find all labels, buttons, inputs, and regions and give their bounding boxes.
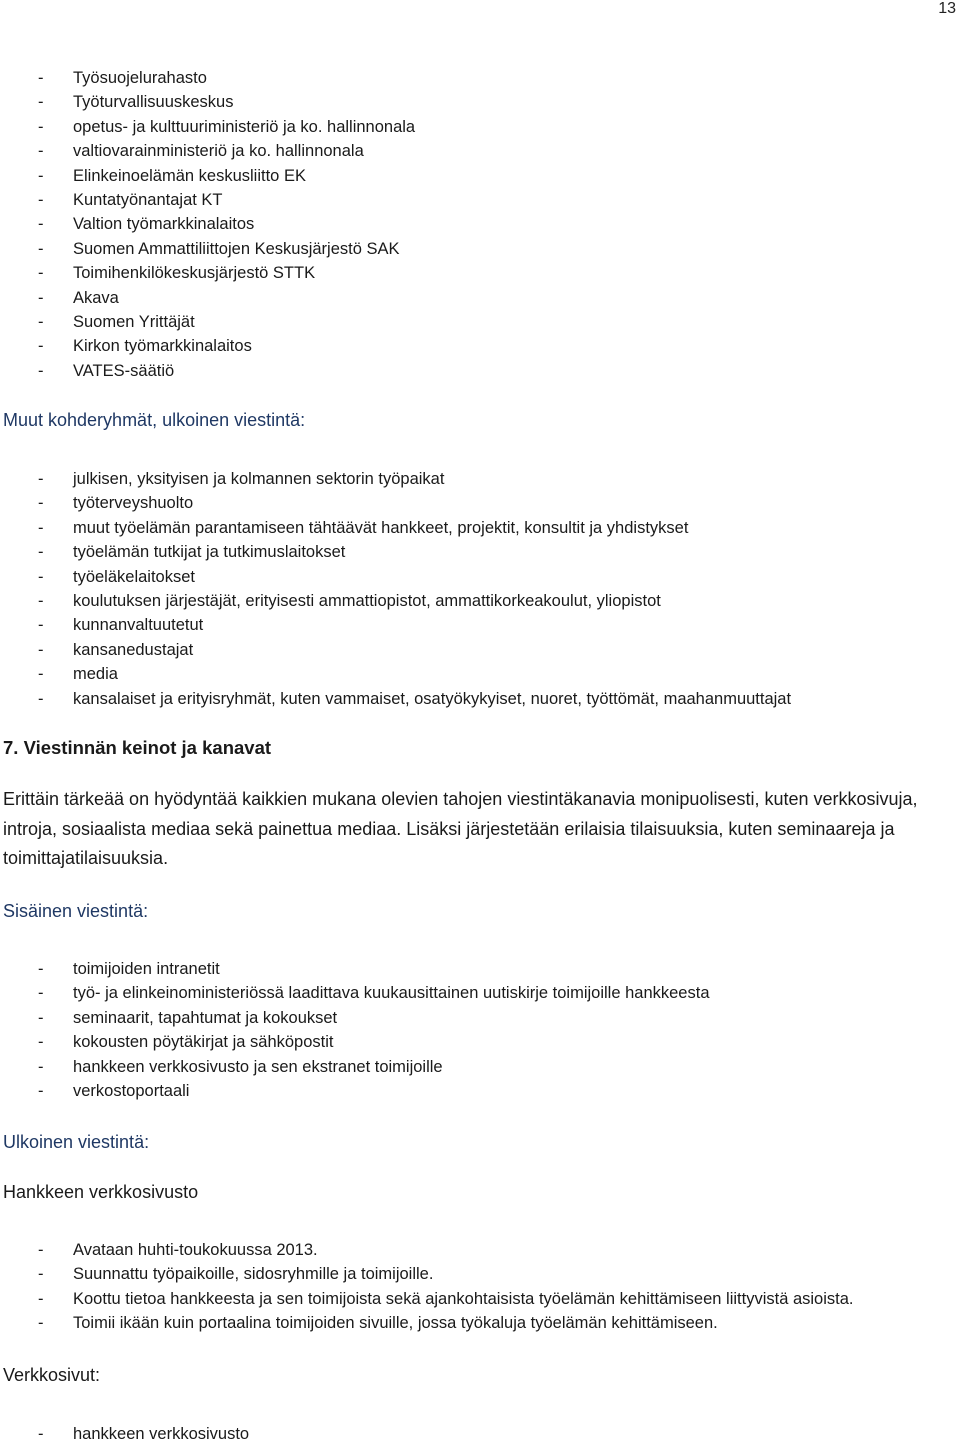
list-item: - toimijoiden intranetit	[0, 957, 710, 981]
list-item: - työelämän tutkijat ja tutkimuslaitokset	[0, 540, 791, 564]
list-item: - Työturvallisuuskeskus	[0, 90, 415, 114]
list-item: - kokousten pöytäkirjat ja sähköpostit	[0, 1030, 710, 1054]
list-item: - Koottu tietoa hankkeesta ja sen toimijoista sekä ajankohtaisista työelämän kehittämiseen liittyvistä asioista.	[0, 1287, 854, 1311]
internal-communication-list	[0, 957, 710, 1103]
section-heading: 7. Viestinnän keinot ja kanavat	[3, 737, 272, 758]
list-item: - työ- ja elinkeinoministeriössä laadittava kuukausittainen uutiskirje toimijoille hankkeesta	[0, 981, 710, 1005]
list-item: - hankkeen verkkosivusto ja sen ekstranet toimijoille	[0, 1055, 710, 1079]
list-item: - verkostoportaali	[0, 1079, 710, 1103]
list-item: - Suomen Ammattiliittojen Keskusjärjestö SAK	[0, 237, 415, 261]
list-item: - Akava	[0, 286, 415, 310]
web-pages-heading: Verkkosivut:	[3, 1365, 101, 1385]
section-paragraph: Erittäin tärkeää on hyödyntää kaikkien mukana olevien tahojen viestintäkanavia monipuolisesti, kuten verkkosivuja, introja, sosiaalista mediaa sekä painettua mediaa. Lisäksi järjestetään erilaisia tilaisuuksia, kuten seminaareja ja toimittajatilaisuuksia.	[3, 789, 918, 868]
list-item: - Suunnattu työpaikoille, sidosryhmille ja toimijoille.	[0, 1262, 854, 1286]
list-item: - julkisen, yksityisen ja kolmannen sektorin työpaikat	[0, 467, 791, 491]
list-item: - Avataan huhti-toukokuussa 2013.	[0, 1238, 854, 1262]
internal-communication-heading: Sisäinen viestintä:	[3, 901, 149, 921]
list-item: - Toimii ikään kuin portaalina toimijoiden sivuille, jossa työkaluja työelämän kehittämiseen.	[0, 1311, 854, 1335]
list-item: - VATES-säätiö	[0, 359, 415, 383]
list-item: - opetus- ja kulttuuriministeriö ja ko. hallinnonala	[0, 115, 415, 139]
page-number: 13	[938, 0, 956, 17]
list-item: - Kirkon työmarkkinalaitos	[0, 334, 415, 358]
list-item: - muut työelämän parantamiseen tähtäävät hankkeet, projektit, konsultit ja yhdistykset	[0, 516, 791, 540]
list-item: - kunnanvaltuutetut	[0, 613, 791, 637]
list-item: - Elinkeinoelämän keskusliitto EK	[0, 164, 415, 188]
list-item: - Suomen Yrittäjät	[0, 310, 415, 334]
list-item: - Toimihenkilökeskusjärjestö STTK	[0, 261, 415, 285]
external-communication-heading: Ulkoinen viestintä:	[3, 1132, 150, 1152]
list-item: - työterveyshuolto	[0, 491, 791, 515]
organization-list	[0, 66, 415, 383]
other-groups-heading: Muut kohderyhmät, ulkoinen viestintä:	[3, 410, 306, 430]
list-item: - kansalaiset ja erityisryhmät, kuten vammaiset, osatyökykyiset, nuoret, työttömät, maahanmuuttajat	[0, 687, 791, 711]
list-item: - Kuntatyönantajat KT	[0, 188, 415, 212]
list-item: - työeläkelaitokset	[0, 565, 791, 589]
web-pages-list	[0, 1422, 249, 1446]
other-groups-list	[0, 467, 791, 711]
list-item: - seminaarit, tapahtumat ja kokoukset	[0, 1006, 710, 1030]
list-item: - koulutuksen järjestäjät, erityisesti ammattiopistot, ammattikorkeakoulut, yliopistot	[0, 589, 791, 613]
website-list	[0, 1238, 854, 1335]
list-item: - hankkeen verkkosivusto	[0, 1422, 249, 1446]
list-item: - media	[0, 662, 791, 686]
website-subheading: Hankkeen verkkosivusto	[3, 1182, 199, 1202]
list-item: - valtiovarainministeriö ja ko. hallinnonala	[0, 139, 415, 163]
list-item: - Työsuojelurahasto	[0, 66, 415, 90]
list-item: - kansanedustajat	[0, 638, 791, 662]
list-item: - Valtion työmarkkinalaitos	[0, 212, 415, 236]
